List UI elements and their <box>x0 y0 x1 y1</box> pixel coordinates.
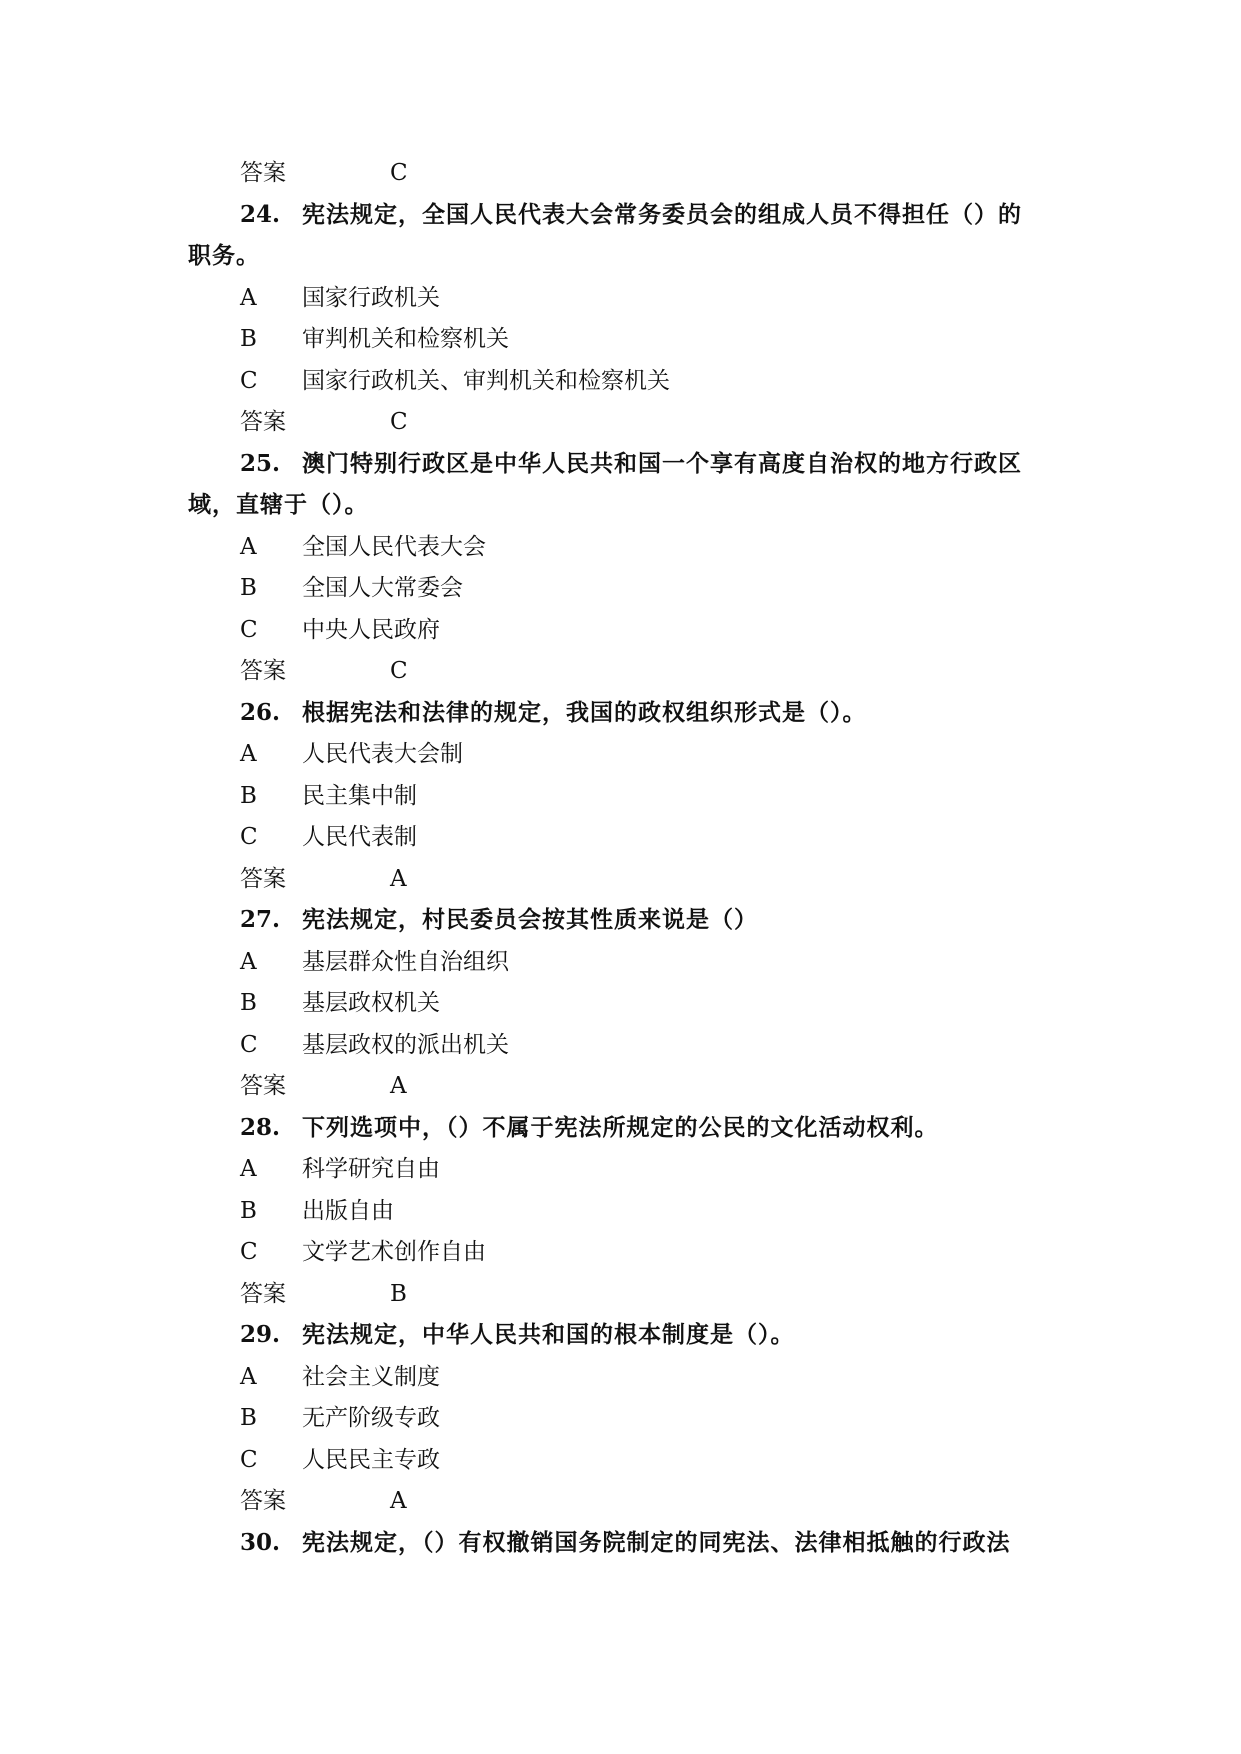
option-label: A <box>240 284 257 311</box>
answer-value: A <box>390 1073 407 1099</box>
question-text: 宪法规定，（）有权撤销国务院制定的同宪法、法律相抵触的行政法 <box>302 1528 1011 1556</box>
option-line <box>0 988 1241 1018</box>
option-text: 国家行政机关 <box>302 284 440 311</box>
option-text: 人民代表制 <box>302 824 417 850</box>
question-line <box>0 1528 1241 1558</box>
option-line <box>0 1445 1241 1475</box>
option-line <box>0 822 1241 852</box>
option-text: 中央人民政府 <box>302 616 440 643</box>
question-continuation-text: 职务。 <box>188 242 260 269</box>
answer-value: C <box>390 160 408 186</box>
option-label: C <box>240 824 258 850</box>
option-label: B <box>240 326 257 352</box>
question-line <box>0 905 1241 935</box>
option-label: C <box>240 1031 258 1058</box>
option-label: B <box>240 1405 257 1431</box>
option-line <box>0 324 1241 354</box>
option-line <box>0 1154 1241 1184</box>
question-text: 宪法规定，中华人民共和国的根本制度是（）。 <box>302 1321 795 1348</box>
option-line <box>0 947 1241 977</box>
option-text: 民主集中制 <box>302 782 417 809</box>
answer-line <box>0 1486 1241 1516</box>
answer-value: C <box>390 658 408 684</box>
question-line <box>0 1320 1241 1350</box>
option-text: 基层群众性自治组织 <box>302 948 509 975</box>
option-line <box>0 781 1241 811</box>
question-number: 25. <box>240 449 281 477</box>
answer-line <box>0 864 1241 894</box>
option-line <box>0 1196 1241 1226</box>
answer-line <box>0 158 1241 188</box>
question-line <box>0 200 1241 230</box>
answer-value: A <box>390 1488 407 1514</box>
answer-label: 答案 <box>240 409 286 435</box>
option-line <box>0 1030 1241 1060</box>
option-label: C <box>240 1239 258 1265</box>
answer-label: 答案 <box>240 658 286 684</box>
option-label: C <box>240 616 258 643</box>
answer-line <box>0 656 1241 686</box>
option-label: B <box>240 782 257 809</box>
answer-value: C <box>390 409 408 435</box>
question-number: 27. <box>240 906 281 933</box>
question-text: 宪法规定，全国人民代表大会常务委员会的组成人员不得担任（）的 <box>302 200 1022 228</box>
option-line <box>0 283 1241 313</box>
option-text: 无产阶级专政 <box>302 1405 440 1431</box>
answer-label: 答案 <box>240 1280 286 1307</box>
question-number: 29. <box>240 1321 281 1348</box>
question-text: 澳门特别行政区是中华人民共和国一个享有高度自治权的地方行政区 <box>302 449 1022 477</box>
option-text: 国家行政机关、审判机关和检察机关 <box>302 367 670 394</box>
option-label: A <box>240 533 257 560</box>
question-line <box>0 1113 1241 1143</box>
option-text: 文学艺术创作自由 <box>302 1239 486 1265</box>
option-label: A <box>240 741 257 767</box>
option-line <box>0 615 1241 645</box>
answer-label: 答案 <box>240 1488 286 1514</box>
option-label: C <box>240 367 258 394</box>
option-label: A <box>240 948 257 975</box>
question-line <box>0 698 1241 728</box>
answer-label: 答案 <box>240 865 286 892</box>
answer-label: 答案 <box>240 160 286 186</box>
option-label: B <box>240 575 257 601</box>
question-line <box>0 449 1241 479</box>
option-label: B <box>240 1197 257 1224</box>
option-label: B <box>240 990 257 1016</box>
option-text: 全国人民代表大会 <box>302 533 486 560</box>
answer-value: A <box>390 865 407 892</box>
option-text: 出版自由 <box>302 1197 394 1224</box>
question-number: 24. <box>240 200 281 228</box>
option-text: 基层政权的派出机关 <box>302 1031 509 1058</box>
option-text: 科学研究自由 <box>302 1156 440 1182</box>
question-text: 根据宪法和法律的规定，我国的政权组织形式是（）。 <box>302 698 867 726</box>
option-text: 基层政权机关 <box>302 990 440 1016</box>
option-text: 全国人大常委会 <box>302 575 463 601</box>
answer-value: B <box>390 1280 407 1307</box>
option-text: 人民民主专政 <box>302 1446 440 1473</box>
option-line <box>0 366 1241 396</box>
question-text: 下列选项中，（）不属于宪法所规定的公民的文化活动权利。 <box>302 1113 939 1141</box>
option-line <box>0 1237 1241 1267</box>
question-continuation-line <box>0 490 1241 520</box>
answer-label: 答案 <box>240 1073 286 1099</box>
option-line <box>0 1403 1241 1433</box>
answer-line <box>0 407 1241 437</box>
question-continuation-text: 域，直辖于（）。 <box>188 491 369 518</box>
option-line <box>0 1362 1241 1392</box>
question-text: 宪法规定，村民委员会按其性质来说是（） <box>302 906 758 933</box>
question-number: 26. <box>240 698 281 726</box>
option-text: 社会主义制度 <box>302 1363 440 1390</box>
option-label: C <box>240 1446 258 1473</box>
option-label: A <box>240 1156 257 1182</box>
question-number: 28. <box>240 1113 281 1141</box>
question-number: 30. <box>240 1528 281 1556</box>
option-line <box>0 739 1241 769</box>
option-text: 人民代表大会制 <box>302 741 463 767</box>
answer-line <box>0 1071 1241 1101</box>
option-label: A <box>240 1363 257 1390</box>
answer-line <box>0 1279 1241 1309</box>
option-text: 审判机关和检察机关 <box>302 326 509 352</box>
option-line <box>0 573 1241 603</box>
question-continuation-line <box>0 241 1241 271</box>
option-line <box>0 532 1241 562</box>
